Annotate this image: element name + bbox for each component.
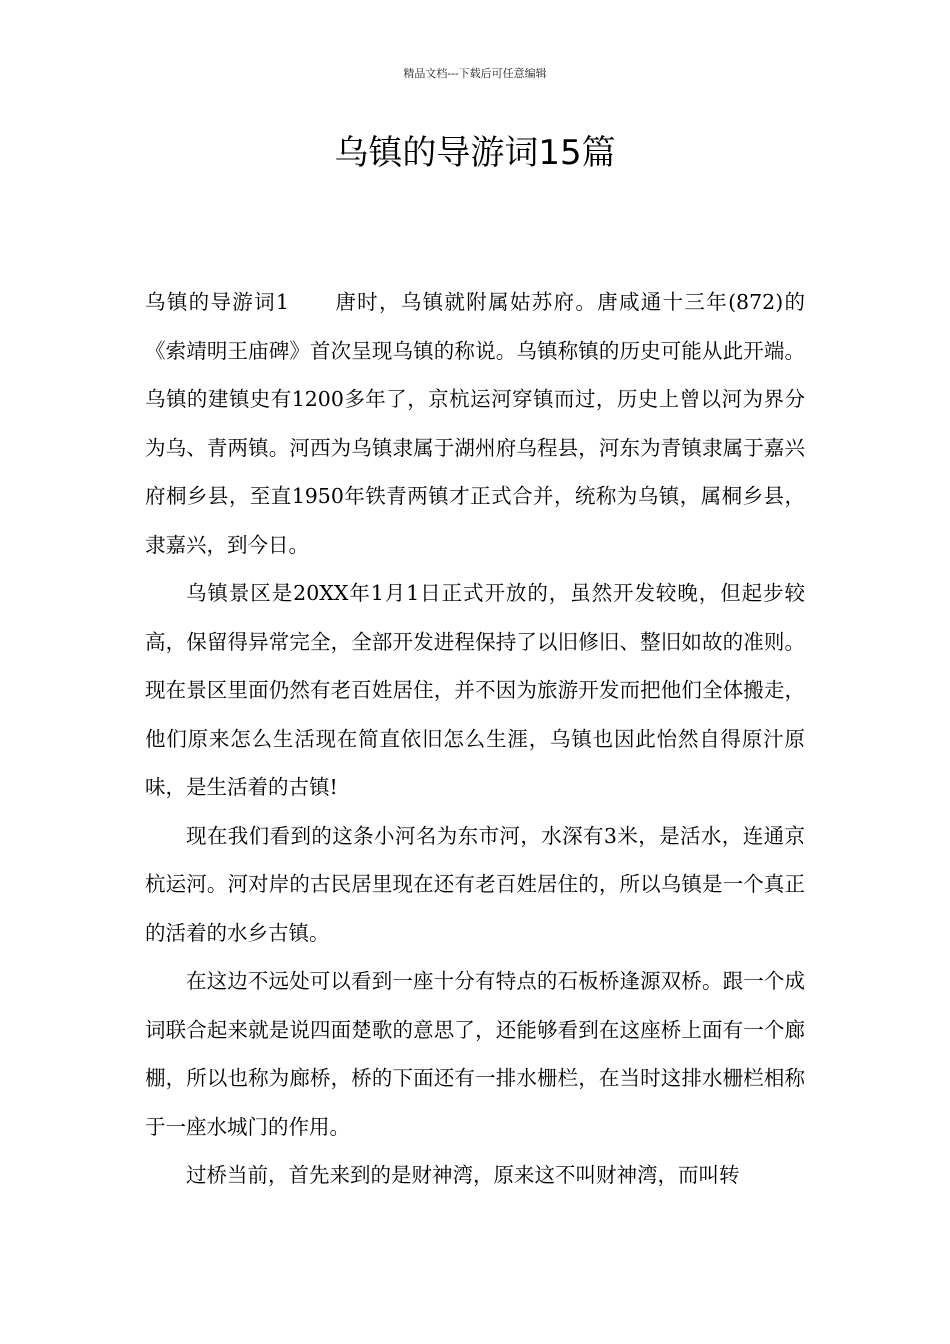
paragraph-5: 过桥当前，首先来到的是财神湾，原来这不叫财神湾，而叫转 xyxy=(186,1163,740,1187)
document-title: 乌镇的导游词15篇 xyxy=(334,133,616,173)
section-heading: 乌镇的导游词1 xyxy=(145,290,289,314)
paragraph-1 xyxy=(145,278,805,569)
header-note: 精品文档---下载后可任意编辑 xyxy=(403,67,547,80)
paragraph-2: 乌镇景区是20XX年1月1日正式开放的，虽然开发较晚，但起步较高，保留得异常完全，全部开发进程保持了以旧修旧、整旧如故的准则。现在景区里面仍然有老百姓居住，并不因为旅游开发而把他们全体搬走，他们原来怎么生活现在简直依旧怎么生涯，乌镇也因此怡然自得原汁原味，是生活着的古镇! xyxy=(145,581,805,799)
paragraph-4: 在这边不远处可以看到一座十分有特点的石板桥逢源双桥。跟一个成词联合起来就是说四面楚歌的意思了，还能够看到在这座桥上面有一个廊棚，所以也称为廊桥，桥的下面还有一排水栅栏，在当时这排水栅栏相称于一座水城门的作用。 xyxy=(145,969,805,1139)
document-body xyxy=(145,278,805,1200)
paragraph-1-text: 唐时，乌镇就附属姑苏府。唐咸通十三年(872)的《索靖明王庙碑》首次呈现乌镇的称说。乌镇称镇的历史可能从此开端。乌镇的建镇史有1200多年了，京杭运河穿镇而过，历史上曾以河为界分为乌、青两镇。河西为乌镇隶属于湖州府乌程县，河东为青镇隶属于嘉兴府桐乡县，至直1950年铁青两镇才正式合并，统称为乌镇，属桐乡县，隶嘉兴，到今日。 xyxy=(145,290,806,557)
paragraph-3: 现在我们看到的这条小河名为东市河，水深有3米，是活水，连通京杭运河。河对岸的古民居里现在还有老百姓居住的，所以乌镇是一个真正的活着的水乡古镇。 xyxy=(145,823,805,945)
